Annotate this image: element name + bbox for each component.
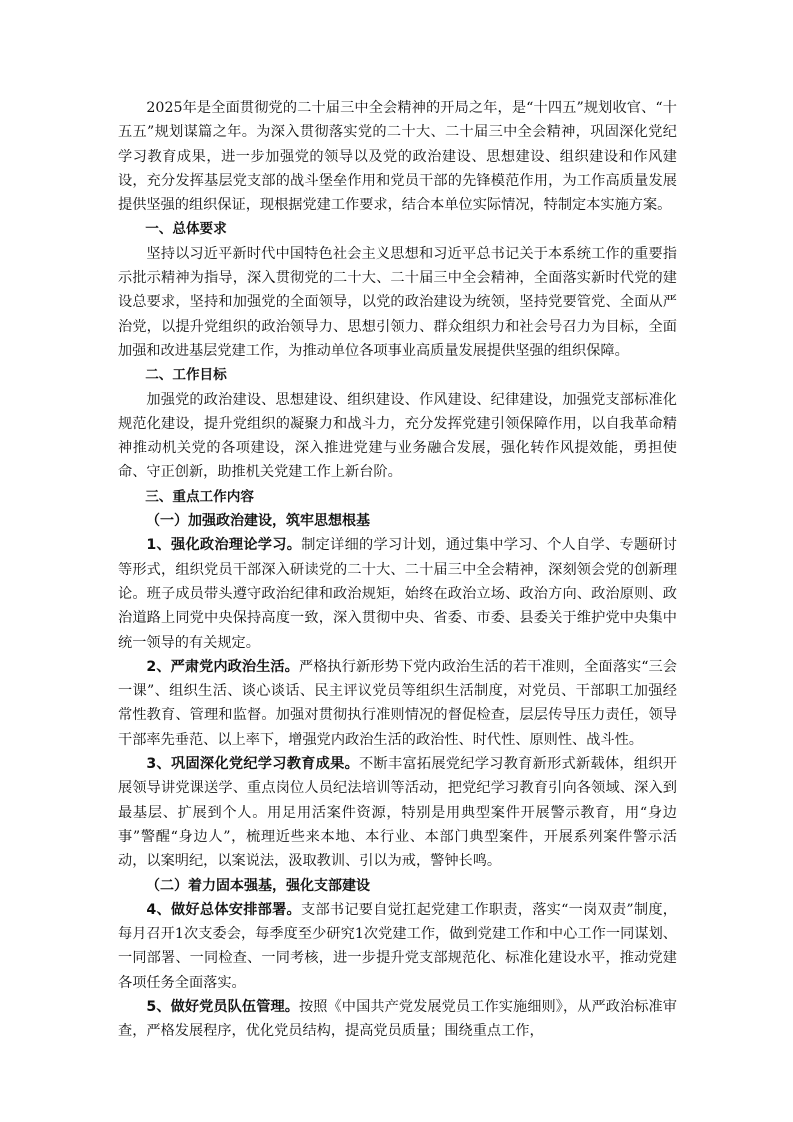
item-lead: 4、做好总体安排部署。: [146, 901, 302, 918]
work-goals-paragraph: 加强党的政治建设、思想建设、组织建设、作风建设、纪律建设，加强党支部标准化规范化建设，提升党组织的凝聚力和战斗力，充分发挥党建引领保障作用，以自我革命精神推动机关党的各项建设，深入推进党建与业务融合发展，强化转作风提效能，勇担使命、守正创新，助推机关党建工作上新台阶。: [118, 391, 677, 481]
list-item: [118, 898, 677, 995]
general-requirements-paragraph: 坚持以习近平新时代中国特色社会主义思想和习近平总书记关于本系统工作的重要指示批示精神为指导，深入贯彻党的二十大、二十届三中全会精神，全面落实新时代党的建设总要求，坚持和加强党的全面领导，以党的政治建设为统领，坚持党要管党、全面从严治党，以提升党组织的政治领导力、思想引领力、群众组织力和社会号召力为目标，全面加强和改进基层党建工作，为推动单位各项事业高质量发展提供坚强的组织保障。: [118, 245, 677, 359]
section-heading-work-goals: 二、工作目标: [145, 367, 227, 384]
subsection-heading-political-building: （一）加强政治建设，筑牢思想根基: [146, 513, 370, 530]
subsection-heading-branch-building: （二）着力固本强基，强化支部建设: [146, 877, 370, 894]
item-lead: 3、巩固深化党纪学习教育成果。: [146, 756, 360, 773]
intro-paragraph: 2025年是全面贯彻党的二十届三中全会精神的开局之年，是“十四五”规划收官、“十五五”规划谋篇之年。为深入贯彻落实党的二十大、二十届三中全会精神，巩固深化党纪学习教育成果，进一步加强党的领导以及党的政治建设、思想建设、组织建设和作风建设，充分发挥基层党支部的战斗堡垒作用和党员干部的先锋模范作用，为工作高质量发展提供坚强的组织保证，现根据党建工作要求，结合本单位实际情况，特制定本实施方案。: [118, 100, 677, 214]
list-item: [118, 752, 677, 873]
section-heading-key-work: 三、重点工作内容: [145, 488, 254, 505]
item-text: 不断丰富拓展党纪学习教育新形式新载体，组织开展领导讲党课送学、重点岗位人员纪法培训等活动，把党纪学习教育引向各领域、深入到最基层、扩展到个人。用足用活案件资源，特别是用典型案件开展警示教育，用“身边事”警醒“身边人”，梳理近些来本地、本行业、本部门典型案件，开展系列案件警示活动，以案明纪，以案说法，汲取教训、引以为戒，警钟长鸣。: [118, 756, 677, 870]
document-body: [118, 96, 677, 1044]
item-text: 制定详细的学习计划，通过集中学习、个人自学、专题研讨等形式，组织党员干部深入研读党的二十大、二十届三中全会精神，深刻领会党的创新理论。班子成员带头遵守政治纪律和政治规矩，始终在政治立场、政治方向、政治原则、政治道路上同党中央保持高度一致，深入贯彻中央、省委、市委、县委关于维护党中央集中统一领导的有关规定。: [118, 537, 677, 651]
list-item: [118, 995, 677, 1044]
item-lead: 1、强化政治理论学习。: [146, 537, 302, 554]
item-text: 支部书记要自觉扛起党建工作职责，落实“一岗双责”制度，每月召开1次支委会，每季度至少研究1次党建工作，做到党建工作和中心工作一同谋划、一同部署、一同检查、一同考核，进一步提升党支部规范化、标准化建设水平，推动党建各项任务全面落实。: [118, 901, 677, 991]
section-heading-general-requirements: 一、总体要求: [145, 221, 227, 238]
item-text: 按照《中国共产党发展党员工作实施细则》，从严政治标准审查，严格发展程序，优化党员结构，提高党员质量；围绕重点工作，: [118, 998, 677, 1040]
item-text: 严格执行新形势下党内政治生活的若干准则，全面落实“三会一课”、组织生活、谈心谈话、民主评议党员等组织生活制度，对党员、干部职工加强经常性教育、管理和监督。加强对贯彻执行准则情况的督促检查，层层传导压力责任，领导干部率先垂范、以上率下，增强党内政治生活的政治性、时代性、原则性、战斗性。: [118, 658, 677, 748]
item-lead: 2、严肃党内政治生活。: [146, 658, 299, 675]
list-item: [118, 655, 677, 752]
item-lead: 5、做好党员队伍管理。: [146, 998, 299, 1015]
list-item: [118, 533, 677, 654]
